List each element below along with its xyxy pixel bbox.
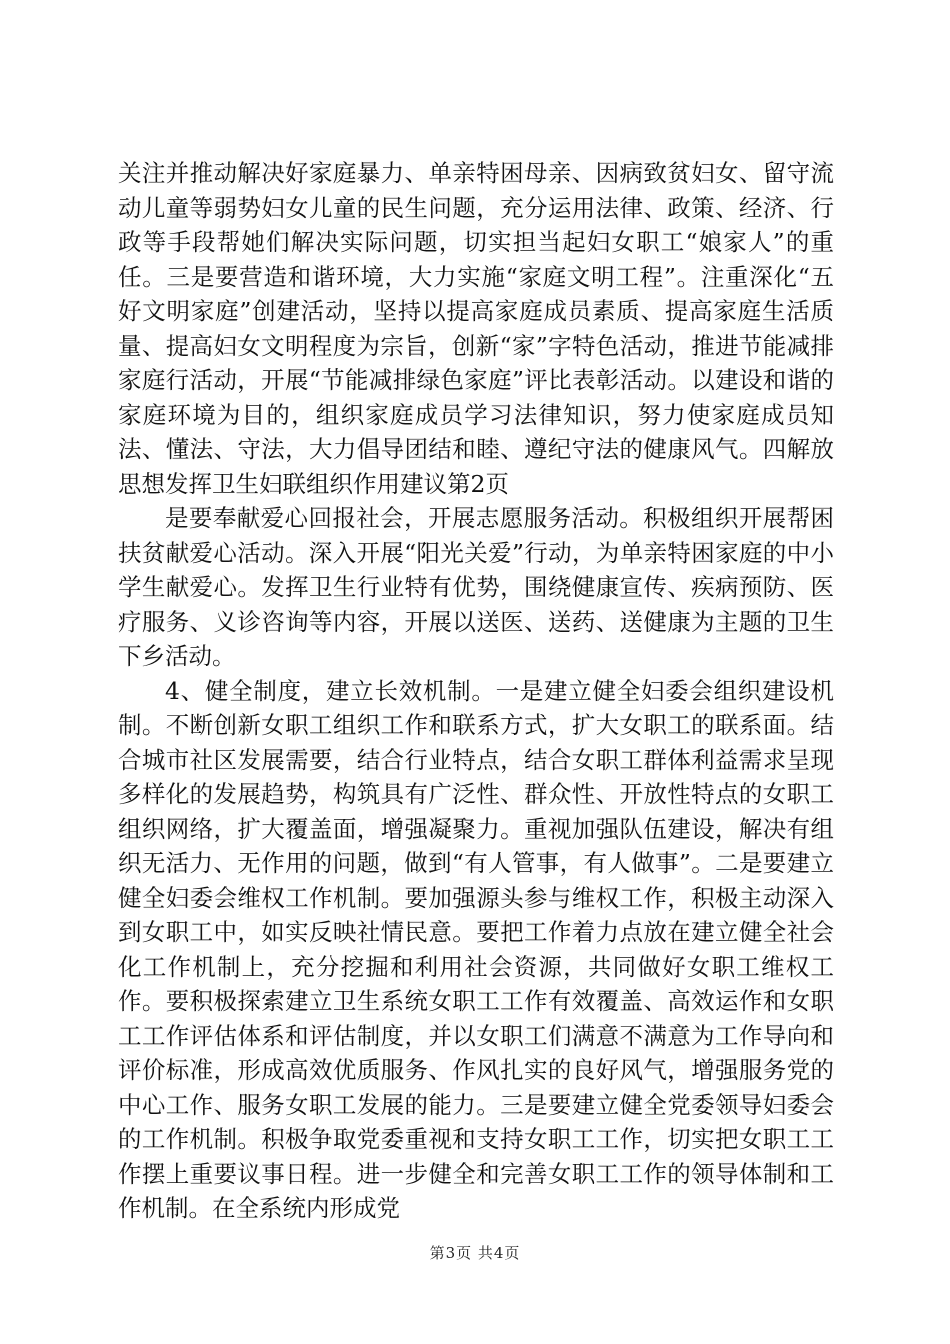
page-footer: 第3页 共4页	[429, 1244, 521, 1262]
paragraph-system-mechanism: 4、健全制度，建立长效机制。一是建立健全妇委会组织建设机制。不断创新女职工组织工作和联系方式，扩大女职工的联系面。结合城市社区发展需要，结合行业特点，结合女职工群体利益需求呈现多样化的发展趋势，构筑具有广泛性、群众性、开放性特点的女职工组织网络，扩大覆盖面，增强凝聚力。重视加强队伍建设，解决有组织无活力、无作用的问题，做到“有人管事，有人做事”。二是要建立健全妇委会维权工作机制。要加强源头参与维权工作，积极主动深入到女职工中，如实反映社情民意。要把工作着力点放在建立健全社会化工作机制上，充分挖掘和利用社会资源，共同做好女职工维权工作。要积极探索建立卫生系统女职工工作有效覆盖、高效运作和女职工工作评估体系和评估制度，并以女职工们满意不满意为工作导向和评价标准，形成高效优质服务、作风扎实的良好风气，增强服务党的中心工作、服务女职工发展的能力。三是要建立健全党委领导妇委会的工作机制。积极争取党委重视和支持女职工工作，切实把女职工工作摆上重要议事日程。进一步健全和完善女职工工作的领导体制和工作机制。在全系统内形成党	[118, 676, 834, 1222]
paragraph-volunteer-service: 是要奉献爱心回报社会，开展志愿服务活动。积极组织开展帮困扶贫献爱心活动。深入开展“阳光关爱”行动，为单亲特困家庭的中小学生献爱心。发挥卫生行业特有优势，围绕健康宣传、疾病预防、医疗服务、义诊咨询等内容，开展以送医、送药、送健康为主题的卫生下乡活动。	[118, 504, 834, 670]
paragraph-continued: 关注并推动解决好家庭暴力、单亲特困母亲、因病致贫妇女、留守流动儿童等弱势妇女儿童的民生问题，充分运用法律、政策、经济、行政等手段帮她们解决实际问题，切实担当起妇女职工“娘家人”的重任。三是要营造和谐环境，大力实施“家庭文明工程”。注重深化“五好文明家庭”创建活动，坚持以提高家庭成员素质、提高家庭生活质量、提高妇女文明程度为宗旨，创新“家”字特色活动，推进节能减排家庭行活动，开展“节能减排绿色家庭”评比表彰活动。以建设和谐的家庭环境为目的，组织家庭成员学习法律知识，努力使家庭成员知法、懂法、守法，大力倡导团结和睦、遵纪守法的健康风气。四解放思想发挥卫生妇联组织作用建议第2页	[118, 159, 834, 498]
document-body	[118, 156, 834, 1226]
